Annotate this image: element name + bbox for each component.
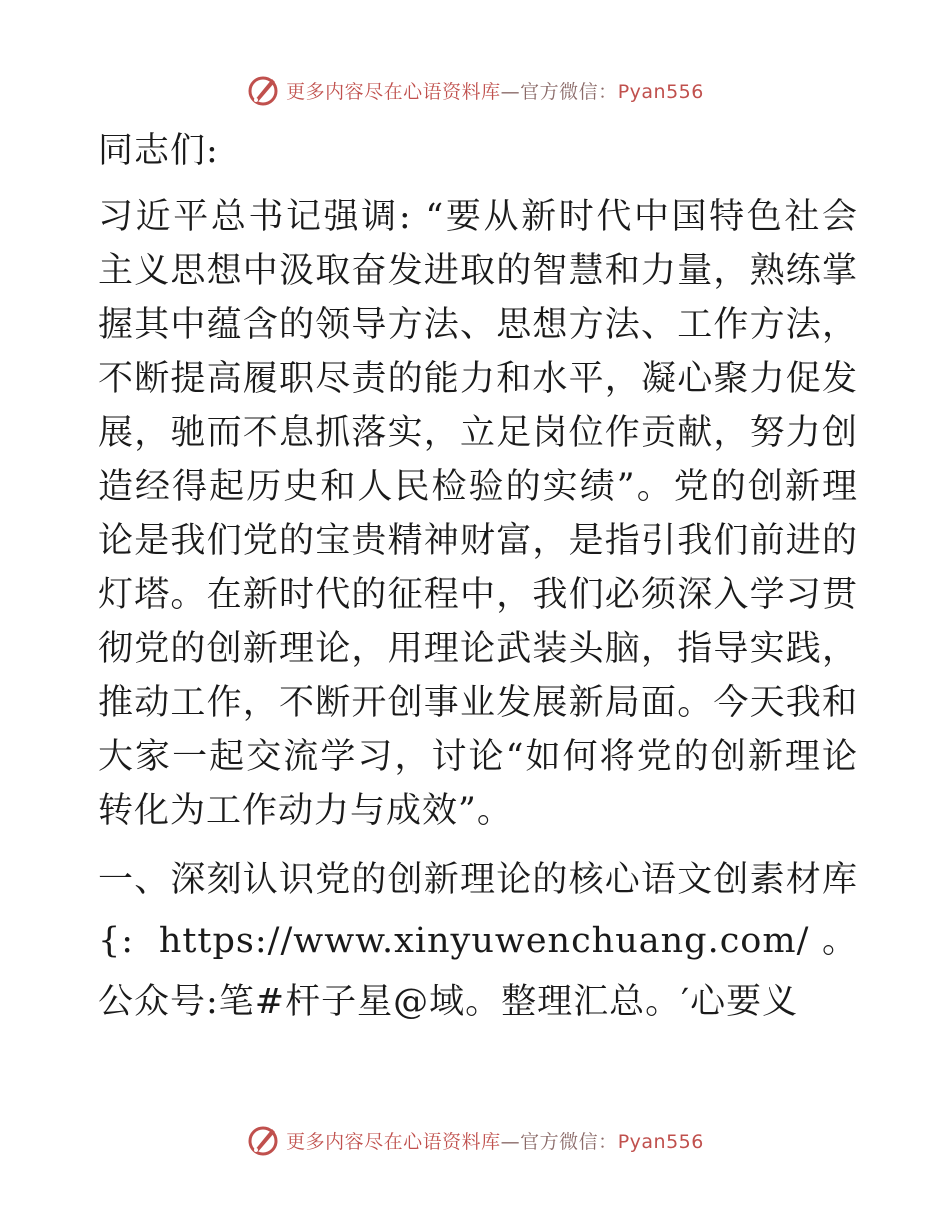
watermark-footer [0, 1120, 950, 1160]
watermark-main: 更多内容尽在心语资料库 [286, 1130, 501, 1153]
document-body [98, 122, 858, 1033]
watermark-separator: — [500, 80, 521, 103]
body-paragraph: 习近平总书记强调: “要从新时代中国特色社会主义思想中汲取奋发进取的智慧和力量，熟练掌握其中蕴含的领导方法、思想方法、工作方法，不断提高履职尽责的能力和水平，凝心聚力促发展，驰而不息抓落实，立足岗位作贡献，努力创造经得起历史和人民检验的实绩”。党的创新理论是我们党的宝贵精神财富，是指引我们前进的灯塔。在新时代的征程中，我们必须深入学习贯彻党的创新理论，用理论武装头脑，指导实践，推动工作，不断开创事业发展新局面。今天我和大家一起交流学习，讨论“如何将党的创新理论转化为工作动力与成效”。 [98, 197, 858, 831]
quill-pen-circle-icon [246, 1123, 280, 1157]
watermark-text [286, 77, 704, 104]
quill-pen-circle-icon [246, 73, 280, 107]
salutation: 同志们: [98, 131, 219, 171]
watermark-wechat-label: 官方微信： [520, 1130, 618, 1153]
watermark-header [0, 70, 950, 110]
watermark-separator: — [500, 1130, 521, 1153]
watermark-main: 更多内容尽在心语资料库 [286, 80, 501, 103]
watermark-text [286, 1127, 704, 1154]
watermark-wechat-label: 官方微信： [520, 80, 618, 103]
watermark-wechat-id: Pyan556 [617, 80, 704, 103]
section-heading: 一、深刻认识党的创新理论的核心语文创素材库{: https://www.xinyuwenchuang.com/。公众号:笔#杆子星@域。整理汇总。′心要义 [98, 860, 858, 1022]
watermark-wechat-id: Pyan556 [617, 1130, 704, 1153]
